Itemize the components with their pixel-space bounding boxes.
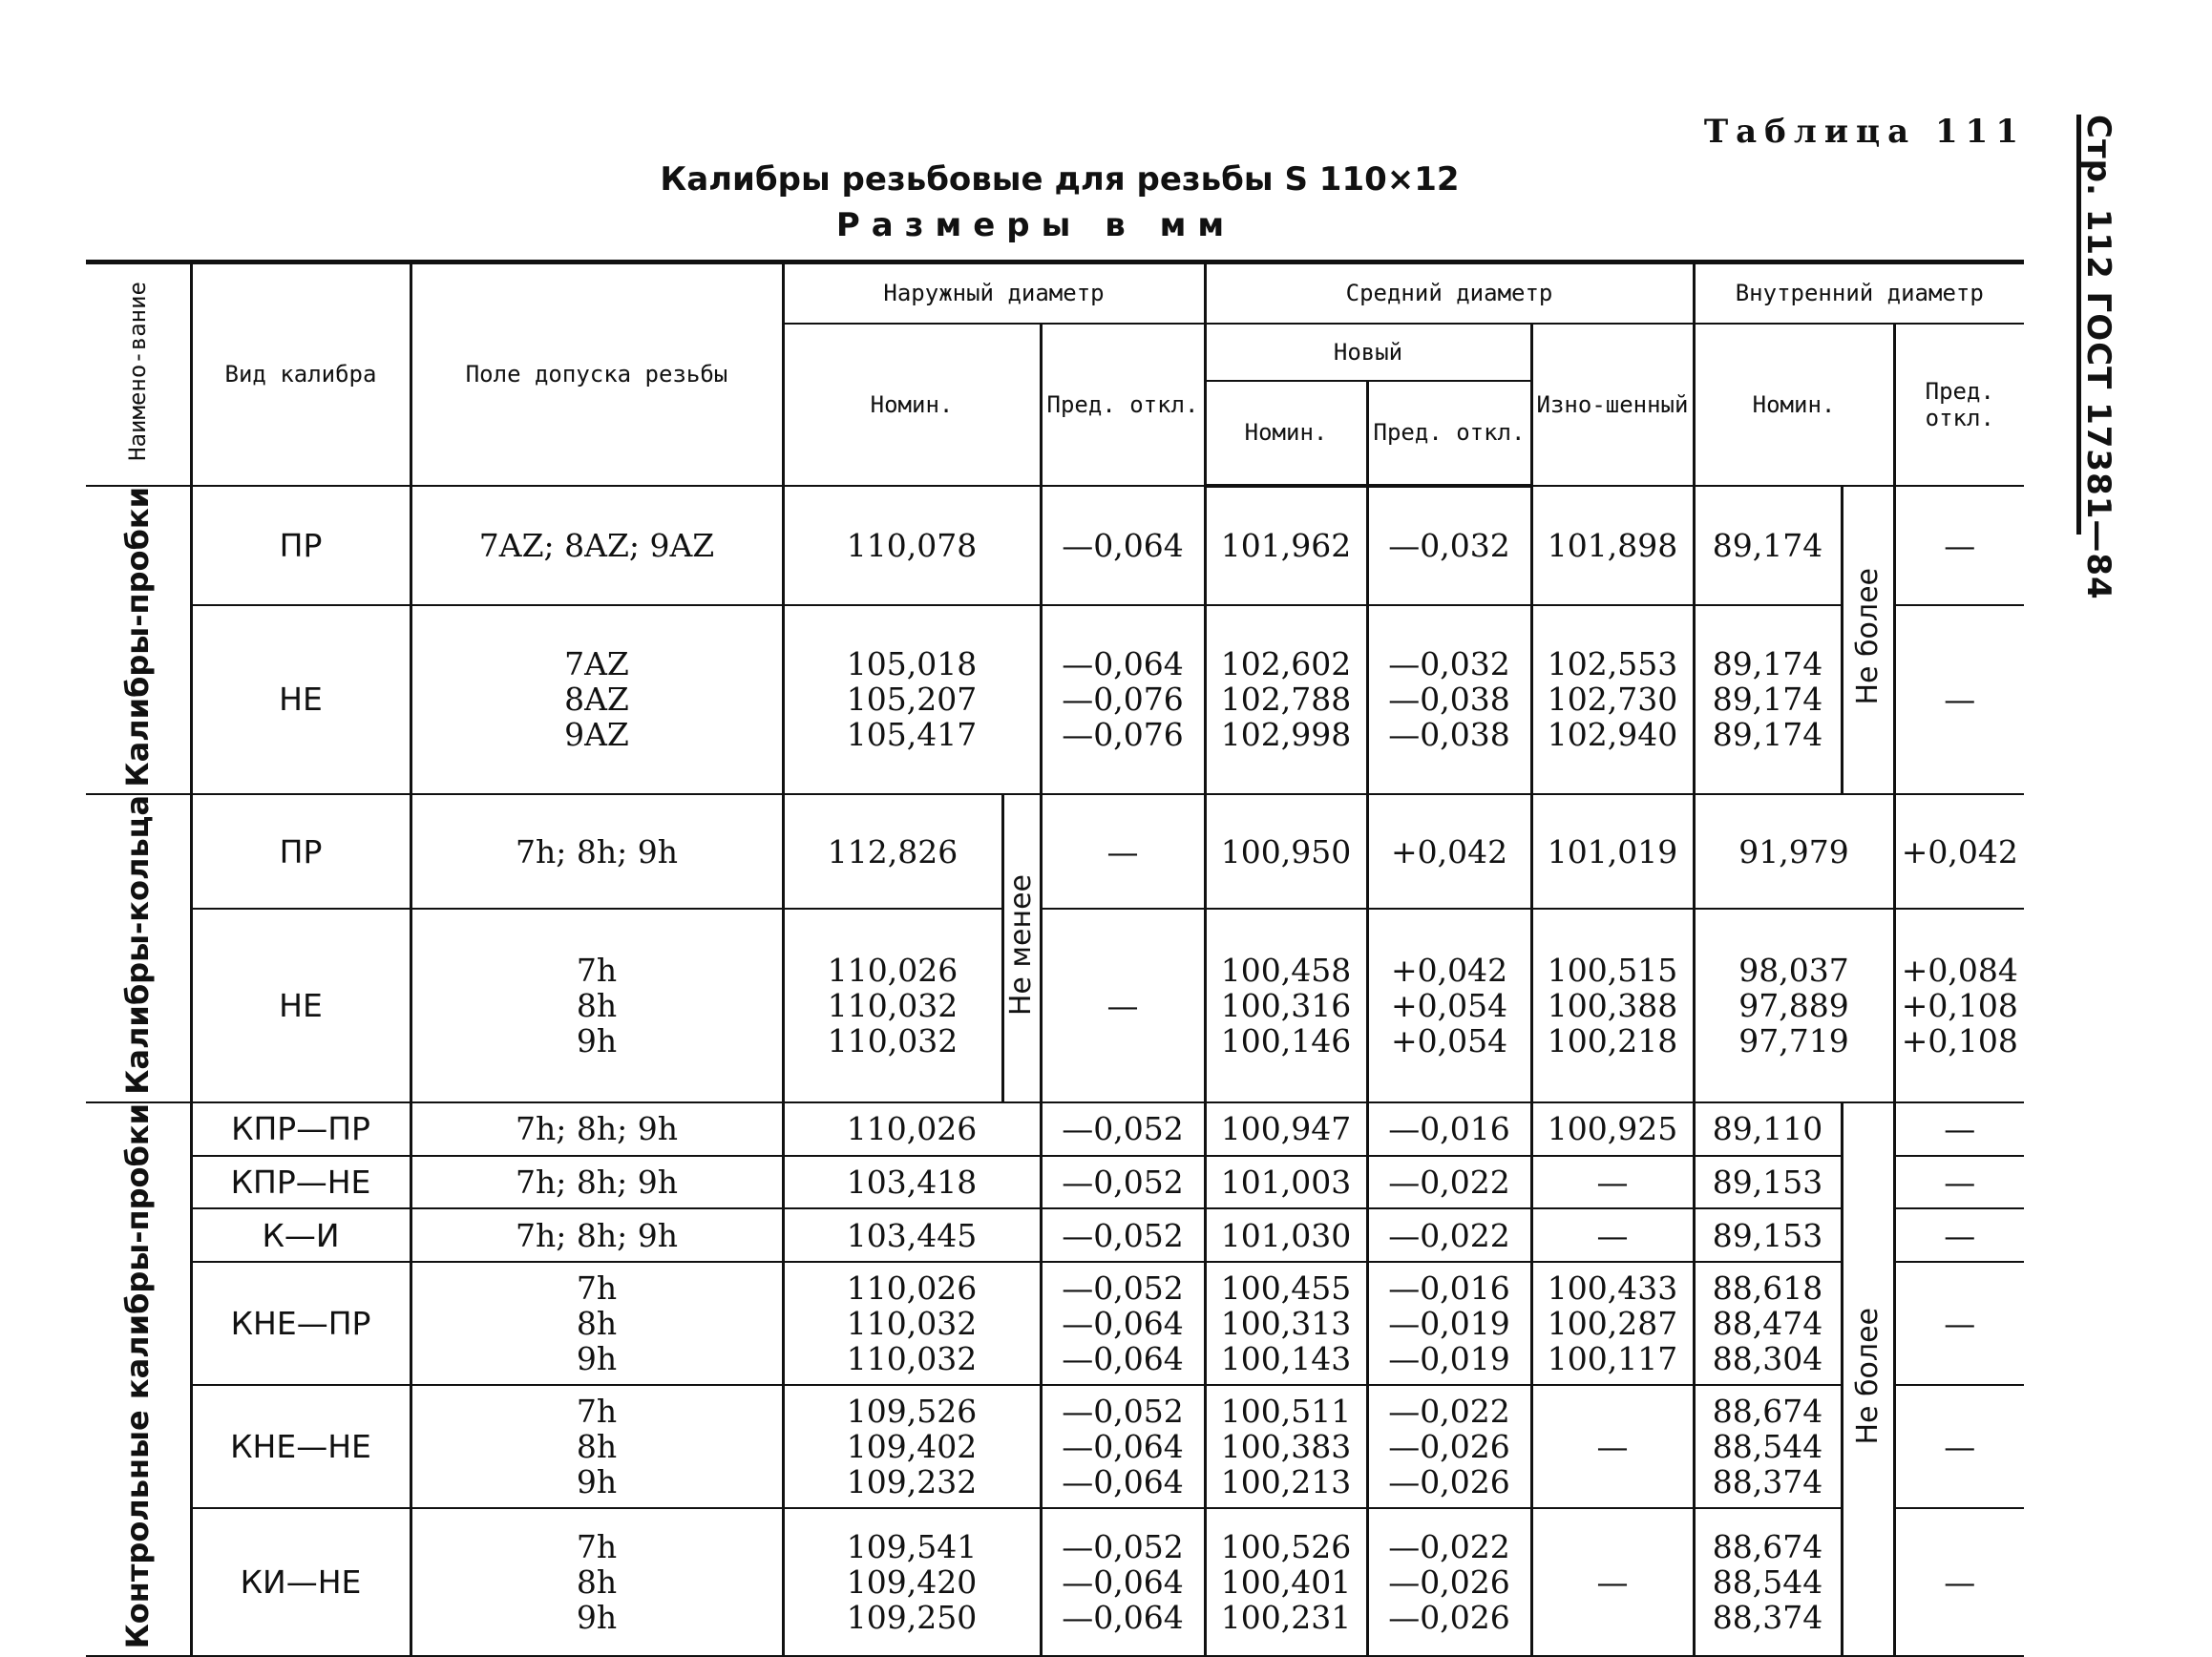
inner-nom-cell: 88,674 88,544 88,374	[1694, 1385, 1842, 1508]
worn-cell: —	[1531, 1508, 1694, 1656]
mid-nom-cell: 100,511 100,383 100,213	[1205, 1385, 1367, 1508]
worn-cell: —	[1531, 1156, 1694, 1209]
inner-nom-cell: 98,037 97,889 97,719	[1694, 909, 1894, 1101]
header-inner-nominal: Номин.	[1694, 324, 1894, 486]
field-cell: 7h; 8h; 9h	[411, 1208, 783, 1262]
table-row	[86, 1262, 2024, 1385]
header-new: Новый	[1205, 324, 1531, 381]
gauge-cell: ПР	[191, 486, 411, 605]
mid-nom-cell: 100,458 100,316 100,146	[1205, 909, 1367, 1101]
gauge-table	[86, 260, 2024, 1657]
inner-nom-cell: 89,153	[1694, 1156, 1842, 1209]
gauge-cell: КНЕ—ПР	[191, 1262, 411, 1385]
outer-dev-cell: —	[1041, 909, 1205, 1101]
worn-cell: —	[1531, 1385, 1694, 1508]
table-title: Калибры резьбовые для резьбы S 110×12	[660, 160, 1460, 199]
table-row	[86, 605, 2024, 794]
worn-cell: 101,019	[1531, 794, 1694, 909]
inner-dev-cell: +0,042	[1894, 794, 2024, 909]
mid-nom-cell: 100,455 100,313 100,143	[1205, 1262, 1367, 1385]
worn-cell: 100,925	[1531, 1102, 1694, 1156]
gauge-cell: НЕ	[191, 909, 411, 1101]
outer-nom-cell: 112,826	[783, 794, 1002, 909]
inner-nom-cell: 89,110	[1694, 1102, 1842, 1156]
header-outer-deviation: Пред. откл.	[1041, 324, 1205, 486]
outer-nom-cell: 110,026	[783, 1102, 1041, 1156]
header-inner-diameter: Внутренний диаметр	[1694, 262, 2024, 324]
table-number: Таблица 111	[1703, 113, 2026, 151]
inner-nom-cell: 91,979	[1694, 794, 1894, 909]
header-name: Наимено-вание	[86, 262, 191, 486]
mid-dev-cell: +0,042	[1367, 794, 1531, 909]
table-row	[86, 1156, 2024, 1209]
mid-dev-cell: —0,022 —0,026 —0,026	[1367, 1508, 1531, 1656]
field-cell: 7h; 8h; 9h	[411, 794, 783, 909]
header-outer-nominal: Номин.	[783, 324, 1041, 486]
header-row-1	[86, 262, 2024, 324]
header-inner-deviation: Пред. откл.	[1894, 324, 2024, 486]
note-not-more: Не более	[1842, 486, 1894, 795]
field-cell: 7h; 8h; 9h	[411, 1102, 783, 1156]
header-gauge-type: Вид калибра	[191, 262, 411, 486]
outer-dev-cell: —0,052	[1041, 1102, 1205, 1156]
mid-nom-cell: 102,602 102,788 102,998	[1205, 605, 1367, 794]
inner-nom-cell: 88,618 88,474 88,304	[1694, 1262, 1842, 1385]
field-cell: 7h 8h 9h	[411, 909, 783, 1101]
table-row	[86, 1102, 2024, 1156]
mid-nom-cell: 101,962	[1205, 486, 1367, 605]
table-row	[86, 794, 2024, 909]
outer-nom-cell: 103,418	[783, 1156, 1041, 1209]
outer-dev-cell: —	[1041, 794, 1205, 909]
outer-dev-cell: —0,052	[1041, 1156, 1205, 1209]
outer-nom-cell: 110,026 110,032 110,032	[783, 1262, 1041, 1385]
field-cell: 7h; 8h; 9h	[411, 1156, 783, 1209]
table-row	[86, 909, 2024, 1101]
note-not-more: Не более	[1842, 1102, 1894, 1656]
inner-dev-cell: —	[1894, 486, 2024, 605]
table-row	[86, 486, 2024, 605]
header-outer-diameter: Наружный диаметр	[783, 262, 1205, 324]
mid-nom-cell: 100,950	[1205, 794, 1367, 909]
outer-nom-cell: 110,026 110,032 110,032	[783, 909, 1002, 1101]
mid-dev-cell: —0,022	[1367, 1208, 1531, 1262]
header-pitch-diameter: Средний диаметр	[1205, 262, 1694, 324]
table-row	[86, 1385, 2024, 1508]
mid-nom-cell: 101,030	[1205, 1208, 1367, 1262]
mid-dev-cell: +0,042 +0,054 +0,054	[1367, 909, 1531, 1101]
gauge-cell: КПР—НЕ	[191, 1156, 411, 1209]
header-worn: Изно-шенный	[1531, 324, 1694, 486]
inner-dev-cell: —	[1894, 1262, 2024, 1385]
outer-nom-cell: 105,018 105,207 105,417	[783, 605, 1041, 794]
mid-nom-cell: 100,526 100,401 100,231	[1205, 1508, 1367, 1656]
outer-nom-cell: 103,445	[783, 1208, 1041, 1262]
outer-dev-cell: —0,064	[1041, 486, 1205, 605]
worn-cell: 102,553 102,730 102,940	[1531, 605, 1694, 794]
table-units: Размеры в мм	[835, 206, 1236, 244]
inner-nom-cell: 88,674 88,544 88,374	[1694, 1508, 1842, 1656]
gauge-cell: КНЕ—НЕ	[191, 1385, 411, 1508]
outer-dev-cell: —0,052 —0,064 —0,064	[1041, 1385, 1205, 1508]
gauge-cell: ПР	[191, 794, 411, 909]
field-cell: 7AZ; 8AZ; 9AZ	[411, 486, 783, 605]
mid-nom-cell: 100,947	[1205, 1102, 1367, 1156]
mid-dev-cell: —0,032 —0,038 —0,038	[1367, 605, 1531, 794]
mid-dev-cell: —0,022 —0,026 —0,026	[1367, 1385, 1531, 1508]
mid-dev-cell: —0,032	[1367, 486, 1531, 605]
gauge-cell: КИ—НЕ	[191, 1508, 411, 1656]
outer-dev-cell: —0,052 —0,064 —0,064	[1041, 1262, 1205, 1385]
group-rings: Калибры-кольца	[86, 794, 191, 1102]
field-cell: 7h 8h 9h	[411, 1385, 783, 1508]
inner-dev-cell: —	[1894, 1102, 2024, 1156]
table-row	[86, 1508, 2024, 1656]
inner-dev-cell: +0,084 +0,108 +0,108	[1894, 909, 2024, 1101]
inner-nom-cell: 89,153	[1694, 1208, 1842, 1262]
group-plugs: Калибры-пробки	[86, 486, 191, 795]
inner-nom-cell: 89,174	[1694, 486, 1842, 605]
group-control: Контрольные калибры-пробки	[86, 1102, 191, 1656]
mid-dev-cell: —0,016	[1367, 1102, 1531, 1156]
table-row	[86, 1208, 2024, 1262]
field-cell: 7h 8h 9h	[411, 1262, 783, 1385]
worn-cell: 100,515 100,388 100,218	[1531, 909, 1694, 1101]
worn-cell: —	[1531, 1208, 1694, 1262]
inner-dev-cell: —	[1894, 1156, 2024, 1209]
gauge-cell: КПР—ПР	[191, 1102, 411, 1156]
field-cell: 7AZ 8AZ 9AZ	[411, 605, 783, 794]
outer-dev-cell: —0,064 —0,076 —0,076	[1041, 605, 1205, 794]
outer-nom-cell: 109,541 109,420 109,250	[783, 1508, 1041, 1656]
header-mid-deviation: Пред. откл.	[1367, 381, 1531, 486]
header-tolerance-field: Поле допуска резьбы	[411, 262, 783, 486]
mid-dev-cell: —0,022	[1367, 1156, 1531, 1209]
field-cell: 7h 8h 9h	[411, 1508, 783, 1656]
side-reference-text: Стр. 112 ГОСТ 17381—84	[2079, 115, 2117, 600]
inner-dev-cell: —	[1894, 605, 2024, 794]
mid-nom-cell: 101,003	[1205, 1156, 1367, 1209]
note-not-less: Не менее	[1002, 794, 1041, 1102]
inner-dev-cell: —	[1894, 1208, 2024, 1262]
outer-dev-cell: —0,052 —0,064 —0,064	[1041, 1508, 1205, 1656]
gauge-cell: К—И	[191, 1208, 411, 1262]
gauge-cell: НЕ	[191, 605, 411, 794]
outer-dev-cell: —0,052	[1041, 1208, 1205, 1262]
worn-cell: 100,433 100,287 100,117	[1531, 1262, 1694, 1385]
header-mid-nominal: Номин.	[1205, 381, 1367, 486]
outer-nom-cell: 109,526 109,402 109,232	[783, 1385, 1041, 1508]
inner-nom-cell: 89,174 89,174 89,174	[1694, 605, 1842, 794]
worn-cell: 101,898	[1531, 486, 1694, 605]
outer-nom-cell: 110,078	[783, 486, 1041, 605]
inner-dev-cell: —	[1894, 1385, 2024, 1508]
mid-dev-cell: —0,016 —0,019 —0,019	[1367, 1262, 1531, 1385]
inner-dev-cell: —	[1894, 1508, 2024, 1656]
